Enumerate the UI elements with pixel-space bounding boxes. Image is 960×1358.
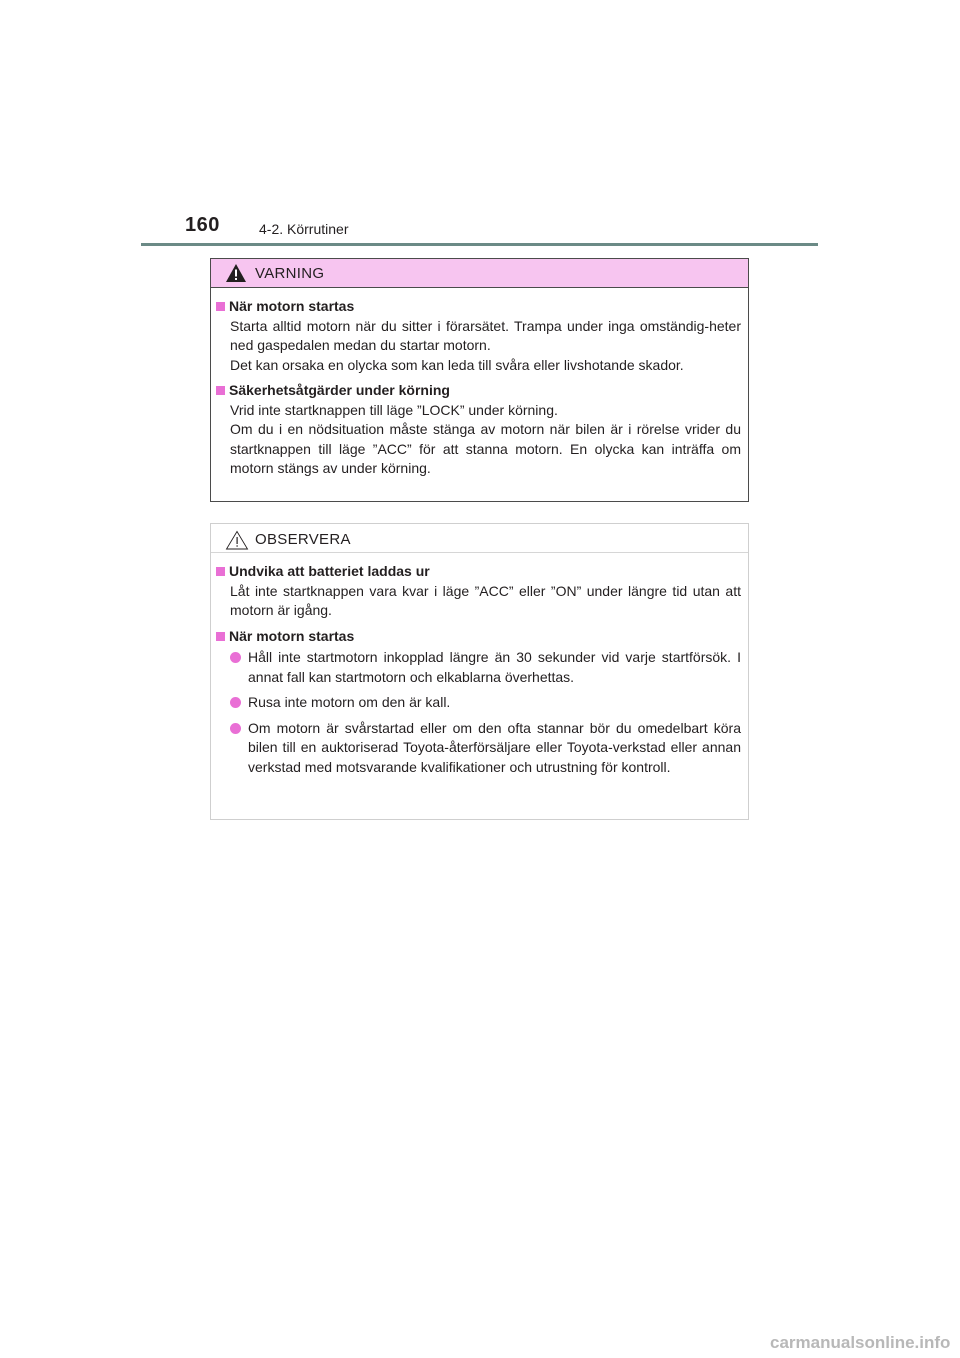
circle-bullet-icon [230,652,241,663]
paragraph: Starta alltid motorn när du sitter i förarsätet. Trampa under inga omständig-heter ned gaspedalen medan du startar motorn. [230,317,741,353]
square-bullet-icon [216,632,225,641]
list-item [230,693,741,713]
warning-box [210,258,749,502]
warning-header [211,259,748,288]
page-number: 160 [185,214,220,236]
bullet-text: Håll inte startmotorn inkopplad längre än 30 sekunder vid varje startförsök. I annat fall kan startmotorn och elkablarna överhettas. [248,649,741,685]
circle-bullet-icon [230,697,241,708]
item-heading [216,562,741,582]
watermark: carmanualsonline.info [770,1333,951,1352]
bullet-text: Rusa inte motorn om den är kall. [248,694,451,710]
list-item [230,648,741,687]
caution-item [216,562,741,621]
paragraph: Det kan orsaka en olycka som kan leda till svåra eller livshotande skador. [230,356,684,373]
circle-bullet-icon [230,723,241,734]
section-title: 4-2. Körrutiner [259,221,349,237]
item-heading [216,297,741,317]
header-divider [141,243,818,246]
bullet-text: Om motorn är svårstartad eller om den ofta stannar bör du omedelbart köra bilen till en auktoriserad Toyota-återförsäljare eller Toyota-verkstad eller annan verkstad med motsvarande kvalifikationer och utrustning för kontroll. [248,719,741,775]
list-item [230,719,741,778]
item-heading-text: Undvika att batteriet laddas ur [229,563,430,579]
square-bullet-icon [216,302,225,311]
paragraph: Om du i en nödsituation måste stänga av motorn när bilen är i rörelse vrider du startknappen till läge ”ACC” för att stanna motorn. En olycka kan inträffa om motorn stängs av under körning. [230,421,741,476]
item-heading-text: Säkerhetsåtgärder under körning [229,382,450,398]
item-heading-text: När motorn startas [229,627,355,644]
warning-item [216,297,741,375]
caution-box [210,523,749,820]
paragraph: Vrid inte startknappen till läge ”LOCK” under körning. [230,401,558,418]
paragraph: Låt inte startknappen vara kvar i läge ”ACC” eller ”ON” under längre tid utan att motorn är igång. [230,582,741,618]
warning-item [216,381,741,479]
warning-body [211,288,748,479]
item-heading [216,381,741,401]
square-bullet-icon [216,386,225,395]
caution-label: OBSERVERA [255,531,351,548]
warning-label: VARNING [255,265,325,282]
caution-header [211,524,748,553]
square-bullet-icon [216,567,225,576]
caution-body [211,553,748,777]
bullet-list [216,648,741,777]
caution-item [216,627,741,778]
item-heading-text: När motorn startas [229,298,355,314]
item-heading [216,627,741,647]
warning-triangle-icon [225,263,247,288]
caution-triangle-outline-icon [225,530,249,555]
